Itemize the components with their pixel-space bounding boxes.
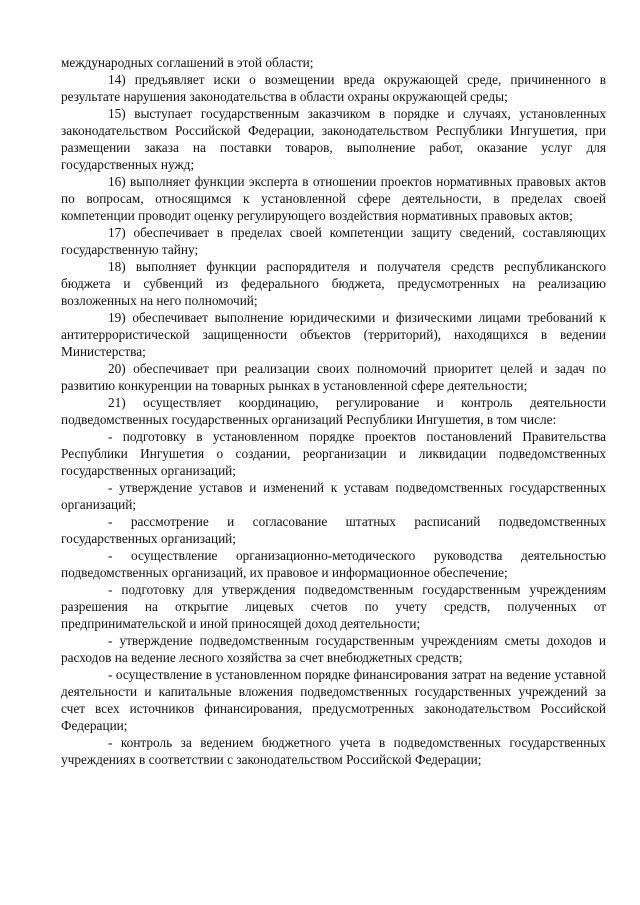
sub-item-guidance: - осуществление организационно-методического руководства деятельностью подведомственных организаций, их правовое и информационное обеспечение; [61,548,606,580]
sub-item-financing: - осуществление в установленном порядке финансирования затрат на ведение уставной деятельности и капитальные вложения подведомственных государственных учреждений за счет всех источников финансирования, предусмотренных законодательством Российской Федерации; [61,667,606,733]
paragraph-item-14: 14) предъявляет иски о возмещении вреда окружающей среде, причиненного в результате нарушения законодательства в области охраны окружающей среды; [61,72,606,104]
paragraph-item-21: 21) осуществляет координацию, регулирование и контроль деятельности подведомственных государственных организаций Республики Ингушетия, в том числе: [61,395,606,427]
paragraph-item-17: 17) обеспечивает в пределах своей компетенции защиту сведений, составляющих государственную тайну; [61,225,606,257]
sub-item-accounts: - подготовку для утверждения подведомственным государственным учреждениям разрешения на открытие лицевых счетов по учету средств, полученных от предпринимательской и иной приносящей доход деятельности; [61,582,606,631]
sub-item-drafts: - подготовку в установленном порядке проектов постановлений Правительства Республики Ингушетия о создании, реорганизации и ликвидации подведомственных государственных организаций; [61,429,606,478]
paragraph-continuation: международных соглашений в этой области; [61,55,314,70]
paragraph-item-18: 18) выполняет функции распорядителя и получателя средств республиканского бюджета и субвенций из федерального бюджета, предусмотренных на реализацию возложенных на него полномочий; [61,259,606,308]
paragraph-item-20: 20) обеспечивает при реализации своих полномочий приоритет целей и задач по развитию конкуренции на товарных рынках в установленной сфере деятельности; [61,361,606,393]
sub-item-accounting-control: - контроль за ведением бюджетного учета в подведомственных государственных учреждениях в соответствии с законодательством Российской Федерации; [61,735,606,767]
sub-item-estimates: - утверждение подведомственным государственным учреждениям сметы доходов и расходов на ведение лесного хозяйства за счет внебюджетных средств; [61,633,606,665]
sub-item-charters: - утверждение уставов и изменений к уставам подведомственных государственных организаций; [61,480,606,512]
paragraph-item-19: 19) обеспечивает выполнение юридическими и физическими лицами требований к антитеррористической защищенности объектов (территорий), находящихся в ведении Министерства; [61,310,606,359]
sub-item-staffing: - рассмотрение и согласование штатных расписаний подведомственных государственных организаций; [61,514,606,546]
paragraph-item-16: 16) выполняет функции эксперта в отношении проектов нормативных правовых актов по вопросам, относящимся к установленной сфере деятельности, в пределах своей компетенции проводит оценку регулирующего воздействия нормативных правовых актов; [61,174,606,223]
paragraph-item-15: 15) выступает государственным заказчиком в порядке и случаях, установленных законодательством Российской Федерации, законодательством Республики Ингушетия, при размещении заказа на поставки товаров, выполнение работ, оказание услуг для государственных нужд; [61,106,606,172]
